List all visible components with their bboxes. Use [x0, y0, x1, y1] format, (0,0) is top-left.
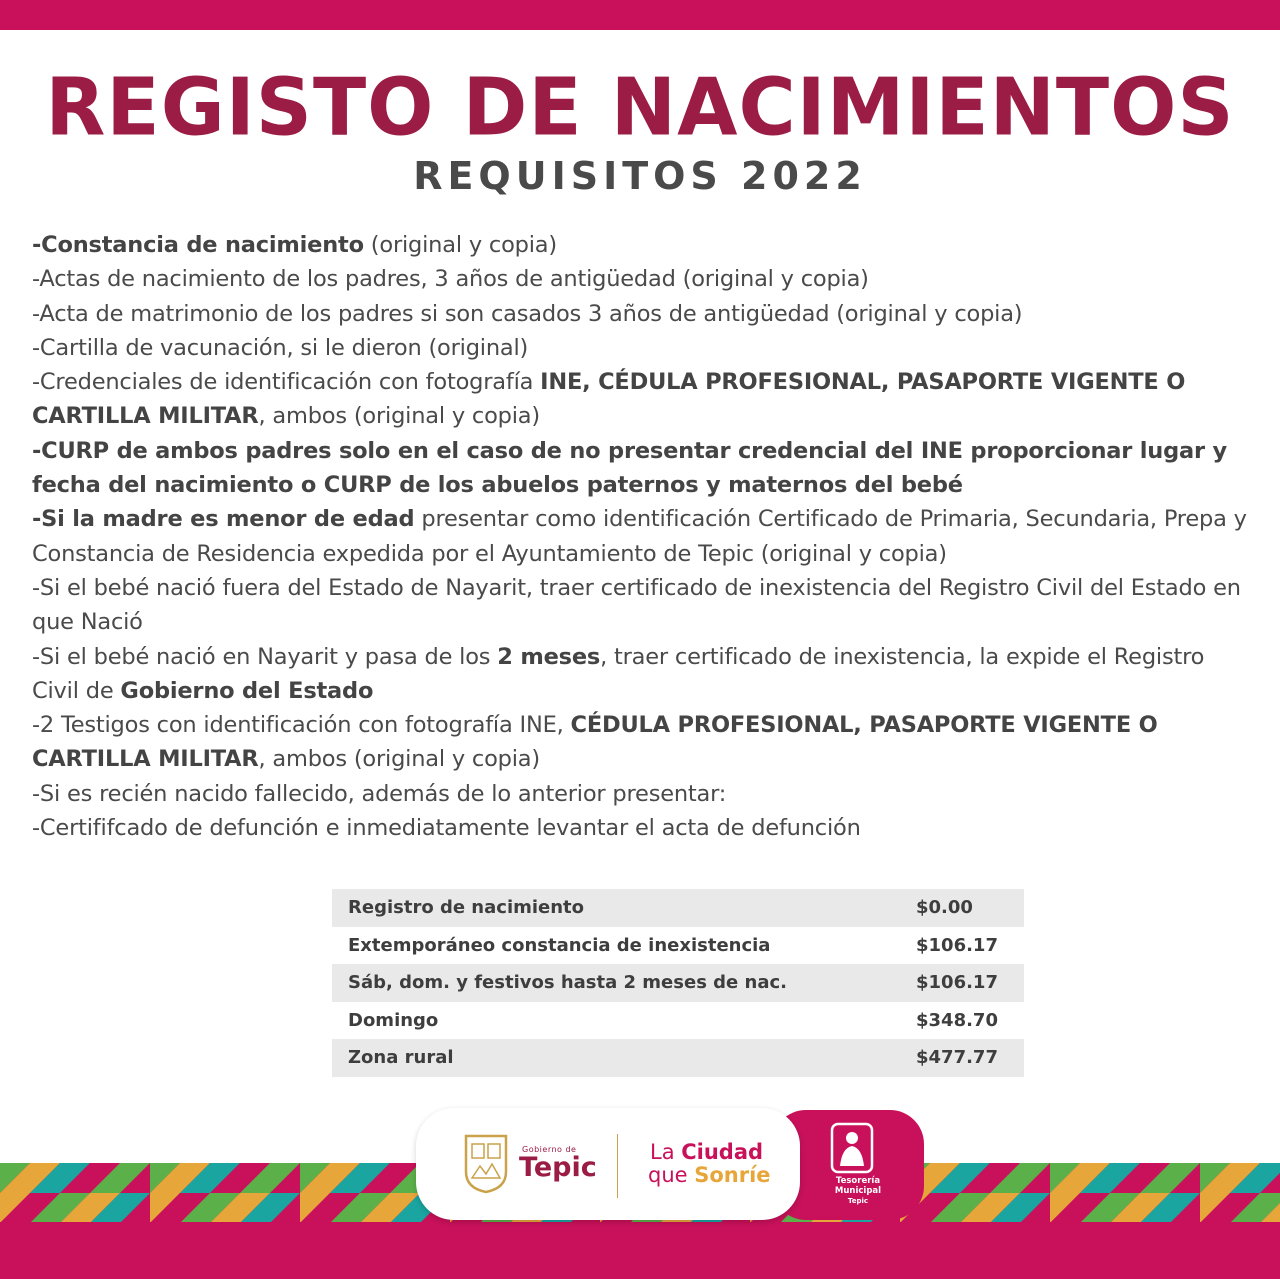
logo-divider: [617, 1134, 618, 1198]
fee-price: $477.77: [916, 1039, 1024, 1077]
fee-price: $106.17: [916, 927, 1024, 965]
table-row: [332, 927, 1024, 965]
fee-concept: Registro de nacimiento: [332, 889, 916, 927]
requirement-item: -2 Testigos con identificación con fotografía INE, CÉDULA PROFESIONAL, PASAPORTE VIGENTE O CARTILLA MILITAR, ambos (original y copia): [32, 712, 1158, 773]
requirement-item: -Actas de nacimiento de los padres, 3 años de antigüedad (original y copia): [32, 266, 869, 293]
page-title: REGISTO DE NACIMIENTOS: [45, 62, 1235, 154]
page-subtitle: REQUISITOS 2022: [413, 154, 867, 198]
requirement-item: -Credenciales de identificación con fotografía INE, CÉDULA PROFESIONAL, PASAPORTE VIGENTE O CARTILLA MILITAR, ambos (original y copia): [32, 369, 1186, 430]
fee-concept: Zona rural: [332, 1039, 916, 1077]
tepic-label: Tepic: [519, 1152, 597, 1183]
top-color-bar: [0, 0, 1280, 30]
tesoreria-icon: [830, 1122, 874, 1174]
table-row: [332, 1039, 1024, 1077]
bottom-color-bar: [0, 1222, 1280, 1279]
requirement-item: -CURP de ambos padres solo en el caso de no presentar credencial del INE proporcionar lugar y fecha del nacimiento o CURP de los abuelos paternos y maternos del bebé: [32, 437, 1227, 499]
requirements-list: [32, 228, 1257, 845]
slogan-line-2: que Sonríe: [648, 1163, 771, 1187]
fee-concept: Extemporáneo constancia de inexistencia: [332, 927, 916, 965]
fee-concept: Domingo: [332, 1002, 916, 1040]
fee-price: $348.70: [916, 1002, 1024, 1040]
fees-table: [332, 889, 1024, 1077]
table-row: [332, 889, 1024, 927]
fee-price: $106.17: [916, 964, 1024, 1002]
fee-concept: Sáb, dom. y festivos hasta 2 meses de nac.: [332, 964, 916, 1002]
requirement-item: -Constancia de nacimiento (original y copia): [32, 232, 557, 258]
requirement-item: -Cartilla de vacunación, si le dieron (original): [32, 334, 529, 361]
table-row: [332, 964, 1024, 1002]
requirement-item: -Si es recién nacido fallecido, además de lo anterior presentar:: [32, 780, 727, 807]
slogan-line-1: La Ciudad: [650, 1140, 764, 1164]
tesoreria-label: Tesorería Municipal Tepic: [834, 1176, 882, 1205]
requirement-item: -Si la madre es menor de edad presentar como identificación Certificado de Primaria, Secundaria, Prepa y Constancia de Residencia expedida por el Ayuntamiento de Tepic (original y copia): [32, 506, 1247, 567]
fee-price: $0.00: [916, 889, 1024, 927]
requirement-item: -Acta de matrimonio de los padres si son casados 3 años de antigüedad (original y copia): [32, 300, 1023, 327]
requirement-item: -Certififcado de defunción e inmediatamente levantar el acta de defunción: [32, 815, 861, 842]
table-row: [332, 1002, 1024, 1040]
requirement-item: -Si el bebé nació en Nayarit y pasa de los 2 meses, traer certificado de inexistencia, la expide el Registro Civil de Gobierno del Estado: [32, 643, 1205, 704]
requirement-item: -Si el bebé nació fuera del Estado de Nayarit, traer certificado de inexistencia del Registro Civil del Estado en que Nació: [32, 574, 1241, 636]
gobierno-label: Gobierno de: [522, 1145, 577, 1154]
tepic-crest-icon: [462, 1132, 510, 1194]
